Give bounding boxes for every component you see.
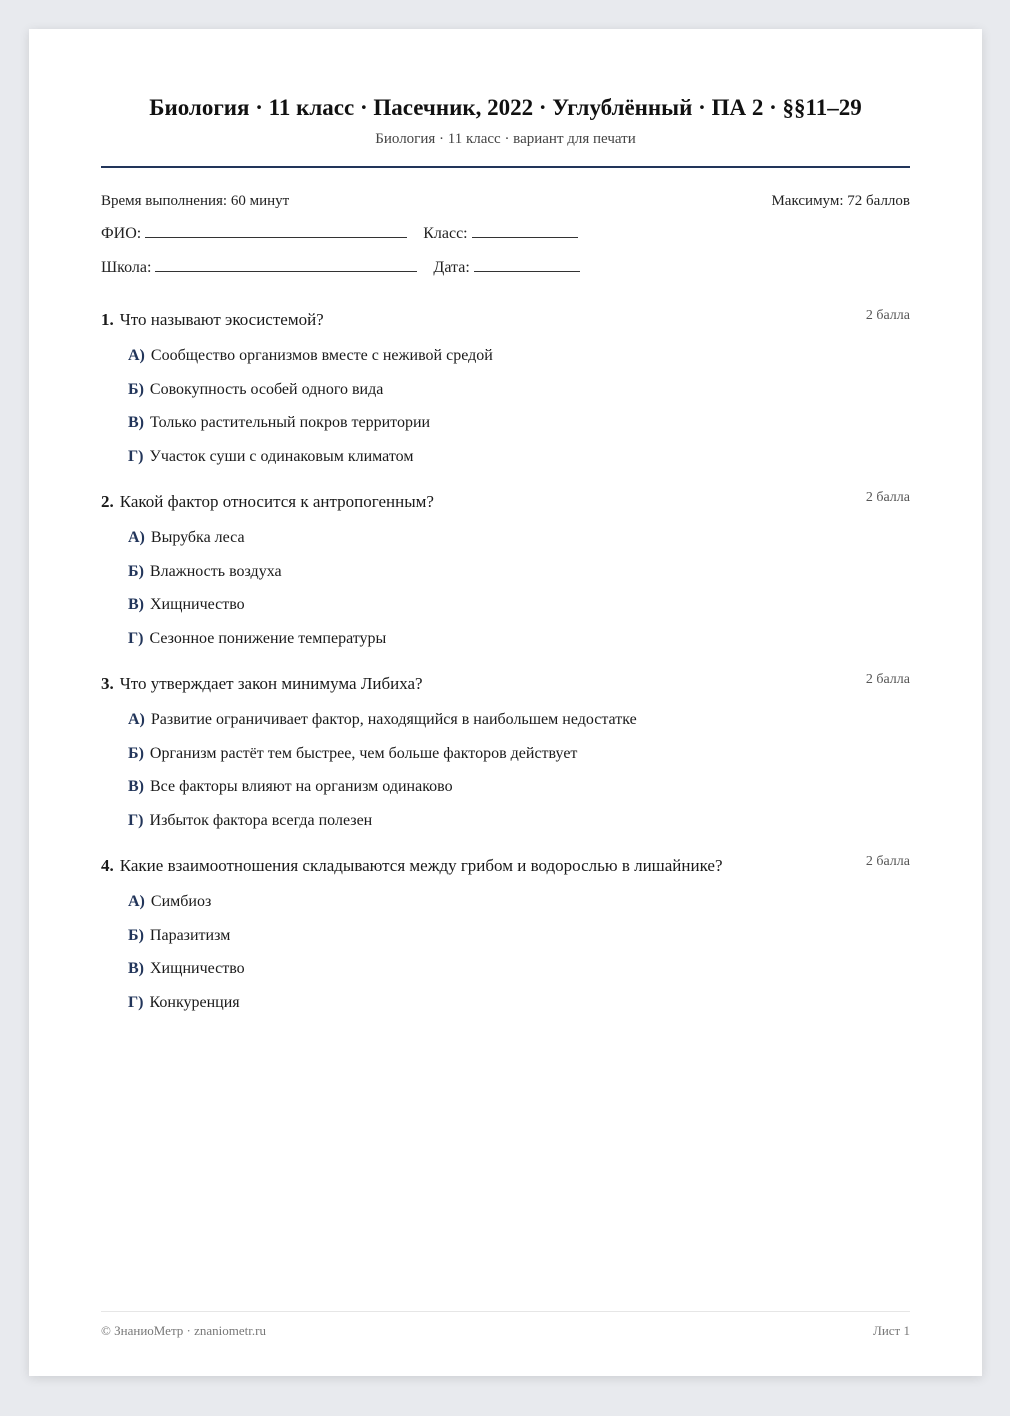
school-date-row <box>101 259 580 277</box>
option-text: Влажность воздуха <box>149 562 282 580</box>
option-text: Только растительный покров территории <box>150 414 431 432</box>
question-text: Какие взаимоотношения складываются между грибом и водорослью в лишайнике? <box>119 856 723 875</box>
answer-option[interactable] <box>128 560 910 594</box>
option-letter: Б) <box>128 562 144 580</box>
class-line[interactable] <box>472 236 578 238</box>
option-letter: Г) <box>128 811 144 829</box>
page-footer <box>101 1323 910 1339</box>
question-1 <box>101 310 910 478</box>
question-header <box>101 492 910 516</box>
option-letter: Г) <box>128 993 144 1011</box>
document-page <box>29 29 982 1376</box>
question-2 <box>101 492 910 660</box>
question-points: 2 балла <box>865 854 910 869</box>
answer-option[interactable] <box>128 809 910 843</box>
question-number: 3. <box>101 674 114 693</box>
answer-option[interactable] <box>128 445 910 479</box>
answer-option[interactable] <box>128 991 910 1025</box>
fio-label: ФИО: <box>101 225 142 242</box>
answer-option[interactable] <box>128 742 910 776</box>
answer-option[interactable] <box>128 957 910 991</box>
option-text: Конкуренция <box>149 993 240 1011</box>
question-number: 2. <box>101 492 114 511</box>
option-letter: Г) <box>128 629 144 647</box>
page-subtitle: Биология · 11 класс · вариант для печати <box>375 131 636 147</box>
footer-copyright: © ЗнаниоМетр · znaniometr.ru <box>101 1323 266 1338</box>
question-text: Что называют экосистемой? <box>119 310 324 329</box>
answer-option[interactable] <box>128 775 910 809</box>
question-text: Какой фактор относится к антропогенным? <box>119 492 434 511</box>
option-text: Сообщество организмов вместе с неживой средой <box>150 347 493 364</box>
fio-class-row <box>101 225 578 243</box>
max-score: Максимум: 72 баллов <box>771 193 910 209</box>
answer-option[interactable] <box>128 627 910 661</box>
option-letter: А) <box>128 347 145 364</box>
option-letter: А) <box>128 529 145 546</box>
option-text: Избыток фактора всегда полезен <box>149 811 373 829</box>
option-text: Совокупность особей одного вида <box>149 380 384 398</box>
option-text: Сезонное понижение температуры <box>149 629 387 647</box>
question-points: 2 балла <box>865 490 910 505</box>
option-letter: Г) <box>128 447 144 465</box>
header-divider <box>101 166 910 168</box>
option-letter: В) <box>128 596 144 614</box>
option-text: Вырубка леса <box>150 529 245 546</box>
answer-option[interactable] <box>128 378 910 412</box>
school-line[interactable] <box>155 270 417 272</box>
option-letter: Б) <box>128 380 144 398</box>
option-text: Все факторы влияют на организм одинаково <box>150 778 453 796</box>
option-text: Участок суши с одинаковым климатом <box>149 447 414 465</box>
answer-option[interactable] <box>128 890 910 924</box>
question-header <box>101 674 910 698</box>
class-label: Класс: <box>423 225 468 242</box>
exam-meta <box>101 193 910 210</box>
option-letter: Б) <box>128 926 144 944</box>
school-label: Школа: <box>101 259 152 276</box>
question-number: 4. <box>101 856 114 875</box>
option-letter: В) <box>128 960 144 978</box>
answer-option[interactable] <box>128 411 910 445</box>
option-letter: В) <box>128 414 144 432</box>
fio-line[interactable] <box>145 236 407 238</box>
option-letter: А) <box>128 711 145 728</box>
question-3 <box>101 674 910 842</box>
option-text: Хищничество <box>150 960 245 978</box>
time-limit: Время выполнения: 60 минут <box>101 193 290 209</box>
page-content <box>101 29 910 1376</box>
date-label: Дата: <box>433 259 470 276</box>
page-title: Биология · 11 класс · Пасечник, 2022 · Углублённый · ПА 2 · §§11–29 <box>149 95 862 120</box>
answer-option[interactable] <box>128 526 910 560</box>
option-letter: Б) <box>128 744 144 762</box>
footer-divider <box>101 1311 910 1312</box>
date-line[interactable] <box>474 270 580 272</box>
question-number: 1. <box>101 310 114 329</box>
question-header <box>101 310 910 334</box>
question-points: 2 балла <box>865 672 910 687</box>
option-letter: В) <box>128 778 144 796</box>
option-text: Организм растёт тем быстрее, чем больше факторов действует <box>149 744 578 762</box>
answer-option[interactable] <box>128 593 910 627</box>
question-4 <box>101 856 910 1024</box>
page-number: Лист 1 <box>873 1323 910 1338</box>
question-text: Что утверждает закон минимума Либиха? <box>119 674 423 693</box>
answer-option[interactable] <box>128 344 910 378</box>
option-text: Симбиоз <box>150 893 212 910</box>
option-letter: А) <box>128 893 145 910</box>
question-points: 2 балла <box>865 308 910 323</box>
option-text: Развитие ограничивает фактор, находящийся в наибольшем недостатке <box>150 711 637 728</box>
question-header <box>101 856 910 880</box>
option-text: Хищничество <box>150 596 245 614</box>
option-text: Паразитизм <box>149 926 231 944</box>
answer-option[interactable] <box>128 924 910 958</box>
answer-option[interactable] <box>128 708 910 742</box>
